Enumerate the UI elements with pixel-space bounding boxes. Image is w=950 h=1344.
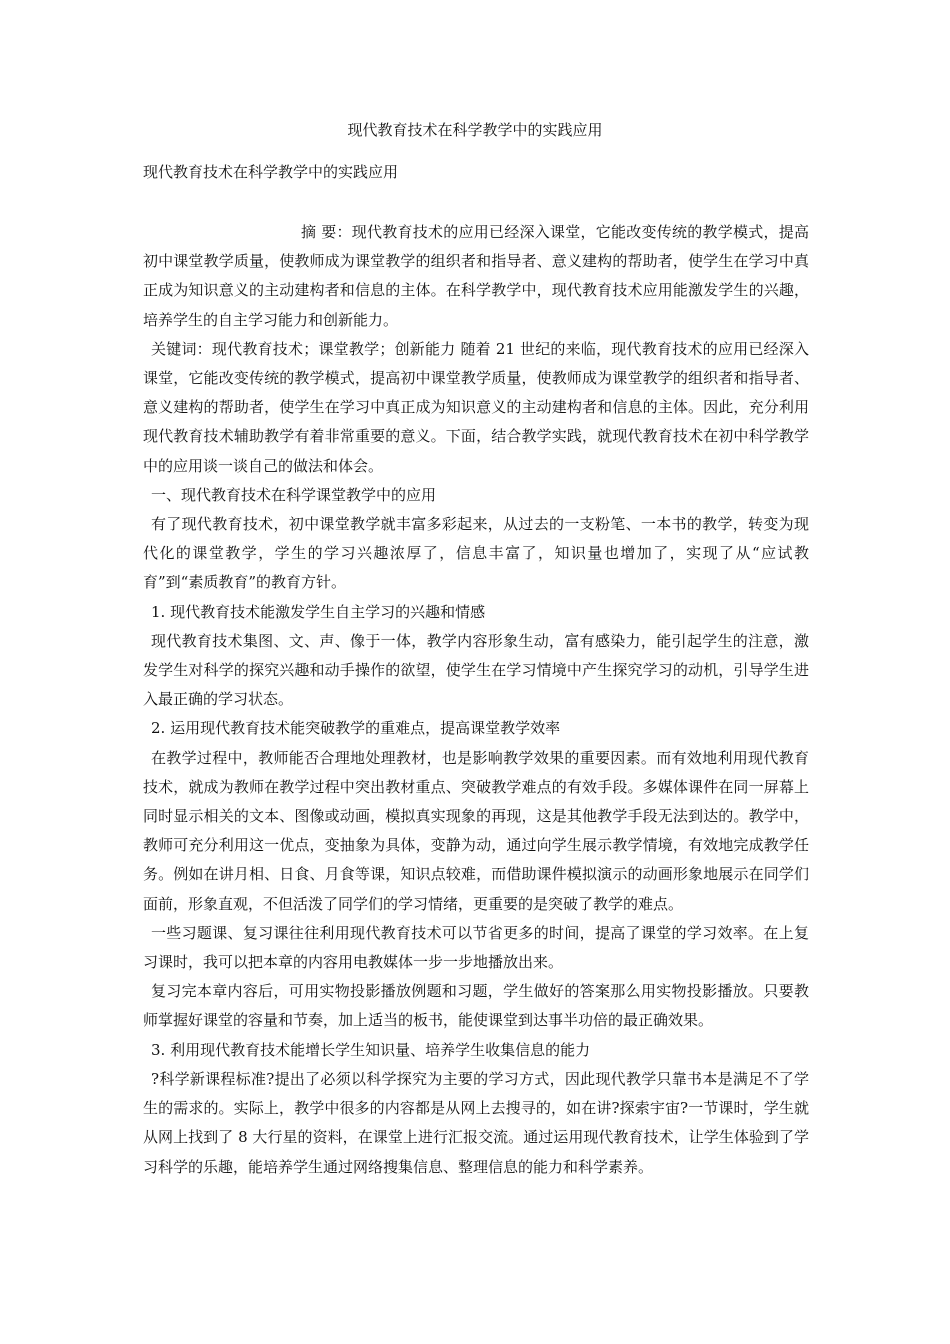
subsection-heading: 1. 现代教育技术能激发学生自主学习的兴趣和情感: [151, 602, 486, 621]
document-title: 现代教育技术在科学教学中的实践应用: [347, 121, 603, 139]
subsection-heading: 3. 利用现代教育技术能增长学生知识量、培养学生收集信息的能力: [151, 1040, 591, 1059]
keywords-paragraph: 关键词：现代教育技术；课堂教学；创新能力 随着 21 世纪的来临，现代教育技术的应用已经深入课堂，它能改变传统的教学模式，提高初中课堂教学质量，使教师成为课堂教学的组织者和指导者、意义建构的帮助者，使学生在学习中真正成为知识意义的主动建构者和信息的主体。因此，充分利用现代教育技术辅助教学有着非常重要的意义。下面，结合教学实践，就现代教育技术在初中科学教学中的应用谈一谈自己的做法和体会。: [143, 339, 809, 475]
body-paragraph: 一些习题课、复习课往往利用现代教育技术可以节省更多的时间，提高了课堂的学习效率。在上复习课时，我可以把本章的内容用电教媒体一步一步地播放出来。: [143, 923, 809, 972]
body-paragraph: 现代教育技术集图、文、声、像于一体，教学内容形象生动，富有感染力，能引起学生的注意，激发学生对科学的探究兴趣和动手操作的欲望，使学生在学习情境中产生探究学习的动机，引导学生进入最正确的学习状态。: [143, 631, 809, 709]
body-paragraph: 复习完本章内容后，可用实物投影播放例题和习题，学生做好的答案那么用实物投影播放。只要教师掌握好课堂的容量和节奏，加上适当的板书，能使课堂到达事半功倍的最正确效果。: [143, 982, 809, 1030]
section-heading: 一、现代教育技术在科学课堂教学中的应用: [151, 485, 437, 504]
document-subtitle: 现代教育技术在科学教学中的实践应用: [143, 163, 399, 181]
document-body: [143, 218, 809, 1182]
body-paragraph: ?科学新课程标准?提出了必须以科学探究为主要的学习方式，因此现代教学只靠书本是满足不了学生的需求的。实际上，教学中很多的内容都是从网上去搜寻的，如在讲?探索宇宙?一节课时，学生就从网上找到了 8 大行星的资料，在课堂上进行汇报交流。通过运用现代教育技术，让学生体验到了学习科学的乐趣，能培养学生通过网络搜集信息、整理信息的能力和科学素养。: [143, 1069, 809, 1176]
abstract-paragraph: 摘 要：现代教育技术的应用已经深入课堂，它能改变传统的教学模式，提高初中课堂教学质量，使教师成为课堂教学的组织者和指导者、意义建构的帮助者，使学生在学习中真正成为知识意义的主动建构者和信息的主体。在科学教学中，现代教育技术应用能激发学生的兴趣，培养学生的自主学习能力和创新能力。: [143, 223, 809, 329]
body-paragraph: 有了现代教育技术，初中课堂教学就丰富多彩起来，从过去的一支粉笔、一本书的教学，转变为现代化的课堂教学，学生的学习兴趣浓厚了，信息丰富了，知识量也增加了，实现了从“应试教育”到“素质教育”的教育方针。: [143, 515, 809, 592]
body-paragraph: 在教学过程中，教师能否合理地处理教材，也是影响教学效果的重要因素。而有效地利用现代教育技术，就成为教师在教学过程中突出教材重点、突破教学难点的有效手段。多媒体课件在同一屏幕上同时显示相关的文本、图像或动画，模拟真实现象的再现，这是其他教学手段无法到达的。教学中，教师可充分利用这一优点，变抽象为具体，变静为动，通过向学生展示教学情境，有效地完成教学任务。例如在讲月相、日食、月食等课，知识点较难，而借助课件模拟演示的动画形象地展示在同学们面前，形象直观，不但活泼了同学们的学习情绪，更重要的是突破了教学的难点。: [143, 748, 809, 913]
subsection-heading: 2. 运用现代教育技术能突破教学的重难点，提高课堂教学效率: [151, 719, 561, 738]
